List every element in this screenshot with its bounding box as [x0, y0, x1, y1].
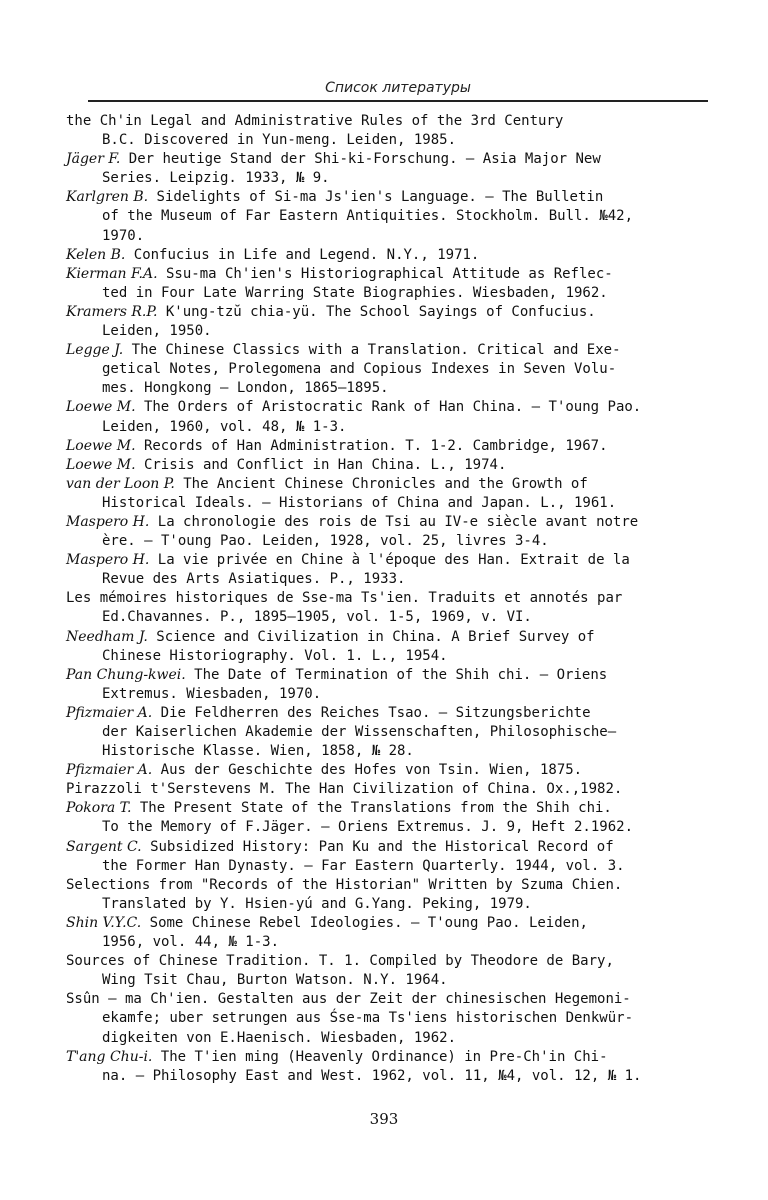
entry-author: Karlgren B.	[66, 189, 149, 206]
entry-text: Les mémoires historiques de Sse-ma Ts'ien. Traduits et annotés par Ed.Chavannes. P., 1895—1905, vol. 1-5, 1969, v. VI.	[66, 590, 623, 626]
bibliography-entry	[66, 475, 716, 513]
bibliography-entry	[66, 303, 716, 341]
entry-author: Maspero H.	[66, 552, 150, 569]
header-rule	[88, 100, 708, 102]
entry-author: Needham J.	[66, 628, 148, 645]
entry-text: K'ung-tzŭ chia-yü. The School Sayings of Confucius. Leiden, 1950.	[102, 303, 596, 340]
bibliography-entry	[66, 398, 716, 436]
entry-author: Kierman F.A.	[66, 265, 158, 282]
entry-text: Science and Civilization in China. A Brief Survey of Chinese Historiography. Vol. 1. L., 1954.	[102, 628, 595, 664]
bibliography-entry	[66, 112, 716, 150]
entry-author: Loewe M.	[66, 399, 136, 416]
entry-text: Ssûn — ma Ch'ien. Gestalten aus der Zeit der chinesischen Hegemoni- ekamfe; uber setrungen aus Śse-ma Ts'iens historischen Denkwür- digkeiten von E.Haenisch. Wiesbaden, 1962.	[66, 991, 634, 1046]
entry-text: Sidelights of Si-ma Js'ien's Language. — The Bulletin of the Museum of Far Eastern Antiquities. Stockholm. Bull. №42, 1970.	[102, 189, 634, 244]
entry-text: Confucius in Life and Legend. N.Y., 1971.	[125, 246, 480, 263]
running-header: Список литературы	[325, 80, 471, 96]
entry-text: Der heutige Stand der Shi-ki-Forschung. — Asia Major New Series. Leipzig. 1933, № 9.	[102, 151, 601, 187]
entry-text: Selections from "Records of the Historian" Written by Szuma Chien. Translated by Y. Hsien-yú and G.Yang. Peking, 1979.	[66, 876, 623, 912]
entry-author: Legge J.	[66, 342, 124, 359]
bibliography-entry	[66, 551, 716, 589]
bibliography-entry	[66, 265, 716, 303]
bibliography-list	[66, 112, 716, 1086]
entry-text: Sources of Chinese Tradition. T. 1. Compiled by Theodore de Bary, Wing Tsit Chau, Burton Watson. N.Y. 1964.	[66, 953, 614, 989]
entry-text: the Ch'in Legal and Administrative Rules of the 3rd Century B.C. Discovered in Yun-meng. Leiden, 1985.	[66, 113, 564, 149]
bibliography-entry	[66, 666, 716, 704]
entry-text: The Date of Termination of the Shih chi. — Oriens Extremus. Wiesbaden, 1970.	[102, 666, 608, 702]
entry-author: Kramers R.P.	[66, 303, 158, 320]
entry-text: The Chinese Classics with a Translation. Critical and Exe- getical Notes, Prolegomena and Copious Indexes in Seven Volu- mes. Hongkong — London, 1865—1895.	[102, 342, 621, 397]
bibliography-entry	[66, 456, 716, 475]
entry-author: Pfizmaier A.	[66, 762, 153, 779]
entry-text: The Present State of the Translations from the Shih chi. To the Memory of F.Jäger. — Oriens Extremus. J. 9, Heft 2.1962.	[102, 800, 634, 836]
entry-author: Maspero H.	[66, 513, 150, 530]
entry-author: Kelen B.	[66, 246, 126, 263]
entry-text: Subsidized History: Pan Ku and the Historical Record of the Former Han Dynasty. — Far Eastern Quarterly. 1944, vol. 3.	[102, 838, 625, 874]
bibliography-entry	[66, 952, 716, 990]
bibliography-entry	[66, 704, 716, 761]
bibliography-entry	[66, 838, 716, 876]
entry-text: The T'ien ming (Heavenly Ordinance) in Pre-Ch'in Chi- na. — Philosophy East and West. 1962, vol. 11, №4, vol. 12, № 1.	[102, 1048, 642, 1084]
bibliography-entry	[66, 780, 716, 799]
bibliography-entry	[66, 1048, 716, 1086]
bibliography-entry	[66, 914, 716, 952]
entry-author: van der Loon P.	[66, 475, 175, 492]
entry-text: Aus der Geschichte des Hofes von Tsin. Wien, 1875.	[152, 762, 583, 779]
entry-text: La vie privée en Chine à l'époque des Han. Extrait de la Revue des Arts Asiatiques. P., 1933.	[102, 552, 630, 588]
entry-author: Pfizmaier A.	[66, 704, 153, 721]
entry-text: Die Feldherren des Reiches Tsao. — Sitzungsberichte der Kaiserlichen Akademie der Wissenschaften, Philosophische— Historische Klasse. Wien, 1858, № 28.	[102, 704, 617, 760]
entry-author: T'ang Chu-i.	[66, 1048, 153, 1065]
entry-author: Pokora T.	[66, 800, 132, 817]
entry-author: Sargent C.	[66, 838, 142, 855]
entry-author: Shin V.Y.C.	[66, 914, 142, 931]
bibliography-entry	[66, 246, 716, 265]
bibliography-entry	[66, 876, 716, 914]
bibliography-entry	[66, 437, 716, 456]
entry-text: Ssu-ma Ch'ien's Historiographical Attitude as Reflec- ted in Four Late Warring State Biographies. Wiesbaden, 1962.	[102, 265, 613, 301]
entry-text: The Orders of Aristocratic Rank of Han China. — T'oung Pao. Leiden, 1960, vol. 48, № 1-3.	[102, 399, 642, 435]
entry-text: Records of Han Administration. T. 1-2. Cambridge, 1967.	[135, 437, 608, 454]
entry-author: Loewe M.	[66, 456, 136, 473]
entry-author: Pan Chung-kwei.	[66, 666, 186, 683]
entry-author: Loewe M.	[66, 437, 136, 454]
entry-text: Pirazzoli t'Serstevens M. The Han Civilization of China. Ox.,1982.	[66, 781, 623, 798]
bibliography-entry	[66, 341, 716, 398]
bibliography-entry	[66, 589, 716, 627]
bibliography-entry	[66, 150, 716, 188]
entry-text: La chronologie des rois de Tsi au IV-e siècle avant notre ère. — T'oung Pao. Leiden, 1928, vol. 25, livres 3-4.	[102, 513, 639, 550]
page-number: 393	[369, 1110, 399, 1128]
bibliography-entry	[66, 188, 716, 245]
entry-text: The Ancient Chinese Chronicles and the Growth of Historical Ideals. — Historians of China and Japan. L., 1961.	[102, 475, 617, 511]
bibliography-entry	[66, 628, 716, 666]
bibliography-entry	[66, 513, 716, 551]
entry-text: Crisis and Conflict in Han China. L., 1974.	[135, 456, 507, 473]
entry-author: Jäger F.	[66, 151, 121, 168]
bibliography-entry	[66, 799, 716, 837]
bibliography-entry	[66, 990, 716, 1047]
bibliography-entry	[66, 761, 716, 780]
entry-text: Some Chinese Rebel Ideologies. — T'oung Pao. Leiden, 1956, vol. 44, № 1-3.	[102, 914, 588, 951]
